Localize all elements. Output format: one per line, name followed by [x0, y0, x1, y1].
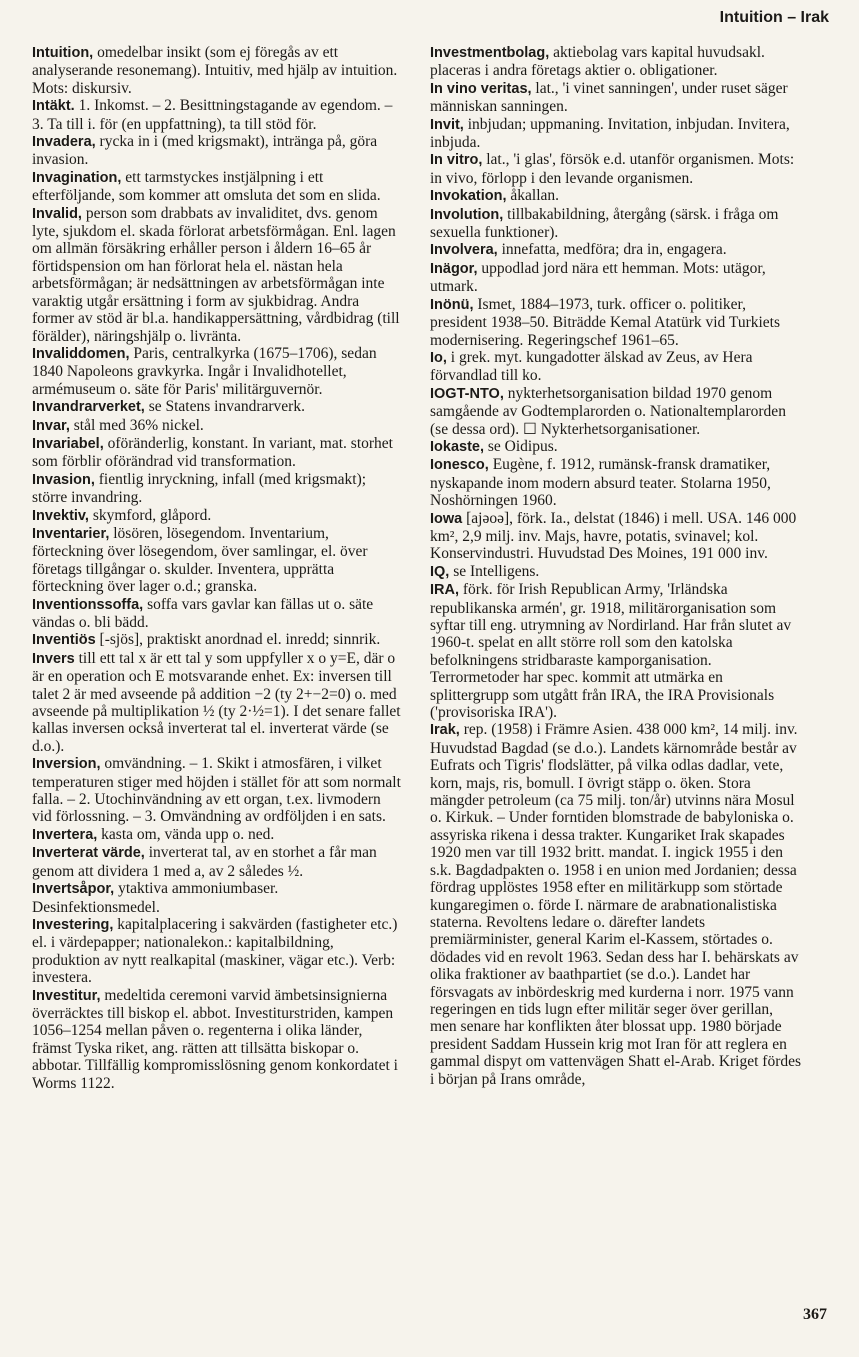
dictionary-entry: [430, 385, 802, 438]
page-number: 367: [803, 1306, 827, 1323]
entry-definition: person som drabbats av invaliditet, dvs. genom lyte, sjukdom el. skada förlorat arbetsförmågan. Enl. lagen om allmän försäkring erhåller person i åldern 16–65 år förtidspension om han förlorat hela el. nästan hela arbetsförmågan; är nedsättningen av arbetsförmågan inte varaktig utgår ersättning i form av sjukbidrag. Andra former av stöd är bl.a. handikappersättning, vårdbidrag (till förälder), näringshjälp o. livränta.: [32, 204, 400, 345]
entry-definition: kasta om, vända upp o. ned.: [97, 825, 275, 843]
entry-definition: se Oidipus.: [484, 437, 558, 455]
dictionary-entry: [32, 417, 404, 435]
dictionary-entry: [32, 525, 404, 596]
entry-definition: innefatta, medföra; dra in, engagera.: [497, 241, 727, 259]
entry-headword: Investering,: [32, 916, 114, 933]
running-head: Intuition – Irak: [719, 9, 829, 26]
dictionary-entry: [32, 435, 404, 471]
entry-headword: Involution,: [430, 206, 504, 223]
entry-headword: Inönü,: [430, 296, 474, 313]
entry-definition: ett tarmstyckes instjälpning i ett efterföljande, som kommer att omsluta det som en slida.: [32, 168, 381, 205]
entry-headword: IQ,: [430, 563, 450, 580]
entry-definition: [-sjös], praktiskt anordnad el. inredd; sinnrik.: [95, 631, 381, 649]
dictionary-entry: [32, 916, 404, 987]
entry-definition: skymford, glåpord.: [88, 506, 212, 524]
dictionary-entry: [430, 438, 802, 456]
entry-headword: Invektiv,: [32, 507, 89, 524]
entry-headword: Invit,: [430, 116, 464, 133]
dictionary-entry: [430, 151, 802, 187]
entry-headword: Irak,: [430, 722, 460, 739]
entry-definition: inbjudan; uppmaning. Invitation, inbjudan. Invitera, inbjuda.: [430, 115, 790, 152]
entry-headword: Io,: [430, 349, 447, 366]
entry-definition: lat., 'i glas', försök e.d. utanför organismen. Mots: in vivo, förlopp i den levande organismen.: [430, 151, 795, 187]
entry-headword: IOGT-NTO,: [430, 385, 504, 402]
dictionary-entry: [32, 205, 404, 345]
dictionary-entry: [32, 880, 404, 916]
entry-definition: omedelbar insikt (som ej föregås av ett analyserande resonemang). Intuitiv, med hjälp av intuition. Mots: diskursiv.: [32, 44, 398, 97]
entry-headword: Intäkt.: [32, 98, 75, 115]
entry-headword: Inägor,: [430, 260, 478, 277]
entry-headword: Investmentbolag,: [430, 45, 550, 61]
entry-definition: se Intelligens.: [449, 562, 540, 580]
entry-headword: Inventarier,: [32, 525, 110, 542]
entry-definition: kapitalplacering i sakvärden (fastigheter etc.) el. i värdepapper; nationalekon.: kapitalbildning, produktion av nytt realkapital (maskiner, vägar etc.). Verb: investera.: [32, 915, 398, 987]
entry-headword: Inverterat värde,: [32, 845, 145, 862]
dictionary-entry: [430, 116, 802, 152]
dictionary-entry: [32, 398, 404, 416]
entry-definition: [ajəoə], förk. Ia., delstat (1846) i mell. USA. 146 000 km², 2,9 milj. inv. Majs, havre, potatis, svinavel; kol. Konservindustri. Huvudstad Des Moines, 191 000 inv.: [430, 509, 797, 563]
dictionary-entry: [32, 507, 404, 525]
entry-headword: Invasion,: [32, 471, 95, 488]
dictionary-entry: [32, 596, 404, 632]
entry-definition: fientlig inryckning, infall (med krigsmakt); större invandring.: [32, 470, 367, 507]
entry-definition: inverterat tal, av en storhet a får man genom att dividera 1 med a, av 2 således ½.: [32, 844, 377, 880]
entry-headword: Invertera,: [32, 826, 98, 843]
entry-headword: In vitro,: [430, 152, 483, 169]
entry-headword: Invokation,: [430, 188, 507, 205]
dictionary-entry: [32, 826, 404, 844]
entry-headword: Inventiös: [32, 632, 96, 649]
entry-definition: medeltida ceremoni varvid ämbetsinsignierna överräcktes till biskop el. abbot. Investiturstriden, kampen 1056–1254 mellan påven o. regenterna i olika länder, främst Tyska riket, ang. rätten att tillsätta biskopar o. abbotar. Tillfällig kompromisslösning genom konkordatet i Worms 1122.: [32, 986, 398, 1092]
entry-definition: rep. (1958) i Främre Asien. 438 000 km², 14 milj. inv. Huvudstad Bagdad (se d.o.). Landets kärnområde består av Eufrats och Tigris' flodslätter, på vilka odlas dadlar, vete, korn, majs, ris, bomull. I övrigt stäpp o. öken. Stora mängder petroleum (ca 75 milj. ton/år) utvinns nära Mosul o. Kirkuk. – Under forntiden blomstrade de babyloniska o. assyriska rikena i dessa trakter. Kungariket Irak skapades 1920 men var till 1932 britt. mandat. I. ingick 1955 i den s.k. Bagdadpakten o. 1958 i en union med Jordanien; dessa fördrag upplöstes 1958 efter en militärkupp som störtade kungaregimen o. förde I. närmare de arabnationalistiska staterna. Revoltens ledare o. därefter landets premiärminister, general Karim el-Kassem, störtades o. dödades vid en revolt 1963. Sedan dess har I. behärskats av olika fraktioner av baathpartiet (se d.o.). Landet har försvagats av inbördeskrig med kurderna i norr. 1975 vann regeringen en tids lugn efter militär seger över gerillan, men senare har konflikten åter blossat upp. 1980 började president Saddam Hussein krig mot Iran för att reglera en gammal dispyt om vattenvägen Shatt el-Arab. Kriget fördes i början på Irans område,: [430, 721, 802, 1088]
entry-headword: Invandrarverket,: [32, 399, 145, 416]
dictionary-entry: [430, 563, 802, 581]
dictionary-entry: [430, 44, 802, 80]
entry-definition: oföränderlig, konstant. In variant, mat. storhet som förblir oförändrad vid transformation.: [32, 434, 393, 471]
entry-headword: Iowa: [430, 510, 463, 527]
dictionary-entry: [430, 260, 802, 296]
dictionary-entry: [32, 987, 404, 1092]
entry-headword: Invaliddomen,: [32, 345, 130, 362]
entry-headword: Investitur,: [32, 987, 101, 1004]
entry-definition: soffa vars gavlar kan fällas ut o. säte vändas o. bli bädd.: [32, 595, 374, 631]
dictionary-entry: [32, 133, 404, 169]
entry-definition: förk. för Irish Republican Army, 'Irländska republikanska armén', gr. 1918, militärorganisation som syftar till eng. utrymning av Nordirland. Har från slutet av 1960-t. spelat en allt större roll som den katolska befolkningens stridbaraste kamporganisation. Terrormetoder har spec. kommit att utmärka en splittergrupp som utgått från IRA, the IRA Provisionals ('provisoriska IRA').: [430, 581, 792, 722]
entry-definition: 1. Inkomst. – 2. Besittningstagande av egendom. – 3. Ta till i. för (en uppfattning), ta till stöd för.: [32, 97, 393, 133]
dictionary-entry: [32, 650, 404, 755]
entry-definition: aktiebolag vars kapital huvudsakl. placeras i andra företags aktier o. obligationer.: [430, 44, 765, 80]
dictionary-entry: [32, 471, 404, 507]
dictionary-entry: [430, 510, 802, 563]
entry-definition: ytaktiva ammoniumbaser. Desinfektionsmedel.: [32, 880, 279, 916]
dictionary-entry: [32, 345, 404, 398]
entry-headword: Invers: [32, 650, 75, 667]
entry-definition: i grek. myt. kungadotter älskad av Zeus, av Hera förvandlad till ko.: [430, 348, 753, 385]
dictionary-entry: [430, 241, 802, 259]
dictionary-entry: [430, 721, 802, 1088]
left-column: [32, 44, 404, 1092]
entry-definition: åkallan.: [506, 187, 560, 205]
entry-definition: rycka in i (med krigsmakt), intränga på, göra invasion.: [32, 133, 378, 169]
dictionary-entry: [430, 296, 802, 349]
dictionary-entry: [430, 456, 802, 509]
entry-definition: uppodlad jord nära ett hemman. Mots: utägor, utmark.: [430, 259, 766, 296]
entry-definition: lösören, lösegendom. Inventarium, förteckning över lösegendom, över samlingar, el. över företags tillgångar o. skulder. Inventera, upprätta förteckning över lager o.d.; granska.: [32, 524, 368, 596]
dictionary-entry: [32, 97, 404, 133]
dictionary-entry: [32, 44, 404, 97]
entry-headword: Iokaste,: [430, 438, 484, 455]
entry-headword: Inversion,: [32, 756, 101, 773]
dictionary-entry: [430, 581, 802, 721]
entry-headword: Invalid,: [32, 205, 82, 222]
entry-headword: Inventionssoffa,: [32, 596, 144, 613]
dictionary-entry: [32, 844, 404, 880]
entry-definition: omvändning. – 1. Skikt i atmosfären, i vilket temperaturen stiger med höjden i stället för att som normalt falla. – 2. Utochinvändning av ett organ, t.ex. livmodern vid förlossning. – 3. Omvändning av ordföljden i en sats.: [32, 755, 401, 826]
entry-headword: Intuition,: [32, 45, 94, 61]
dictionary-entry: [32, 631, 404, 649]
entry-headword: IRA,: [430, 582, 459, 599]
entry-definition: Ismet, 1884–1973, turk. officer o. politiker, president 1938–50. Biträdde Kemal Atatürk vid Turkiets modernisering. Regeringschef 1961–65.: [430, 295, 781, 349]
right-column: [430, 44, 802, 1088]
entry-definition: till ett tal x är ett tal y som uppfyller x o y=E, där o är en operation och E motsvarande enhet. Ex: inversen till talet 2 är med avseende på addition −2 (ty 2+−2=0) o. med avseende på multiplikation ½ (ty 2·½=1). I det senare fallet kallas inversen också inverterat tal el. inverterat värde (se d.o.).: [32, 649, 401, 755]
entry-headword: Invertsåpor,: [32, 881, 115, 898]
entry-headword: Invadera,: [32, 134, 96, 151]
entry-definition: stål med 36% nickel.: [69, 416, 204, 434]
entry-headword: Invagination,: [32, 169, 122, 186]
dictionary-entry: [32, 755, 404, 826]
entry-definition: se Statens invandrarverk.: [144, 398, 305, 416]
entry-definition: nykterhetsorganisation bildad 1970 genom samgående av Godtemplarorden o. Nationaltemplarorden (se dessa ord). ☐ Nykterhetsorganisationer.: [430, 384, 786, 438]
dictionary-entry: [32, 169, 404, 205]
entry-definition: Paris, centralkyrka (1675–1706), sedan 1840 Napoleons gravkyrka. Ingår i Invalidhotellet, armémuseum o. säte för Paris' militärguvernör.: [32, 344, 377, 398]
entry-headword: Involvera,: [430, 242, 498, 259]
entry-headword: In vino veritas,: [430, 80, 532, 97]
entry-definition: tillbakabildning, återgång (särsk. i fråga om sexuella funktioner).: [430, 205, 779, 242]
entry-headword: Invar,: [32, 417, 70, 434]
dictionary-entry: [430, 80, 802, 116]
entry-headword: Ionesco,: [430, 457, 489, 474]
dictionary-entry: [430, 206, 802, 242]
dictionary-entry: [430, 187, 802, 205]
entry-definition: lat., 'i vinet sanningen', under ruset säger människan sanningen.: [430, 79, 788, 116]
entry-headword: Invariabel,: [32, 435, 104, 452]
dictionary-entry: [430, 349, 802, 385]
entry-definition: Eugène, f. 1912, rumänsk-fransk dramatiker, nyskapande inom modern absurd teater. Stolarna 1950, Noshörningen 1960.: [430, 456, 771, 510]
